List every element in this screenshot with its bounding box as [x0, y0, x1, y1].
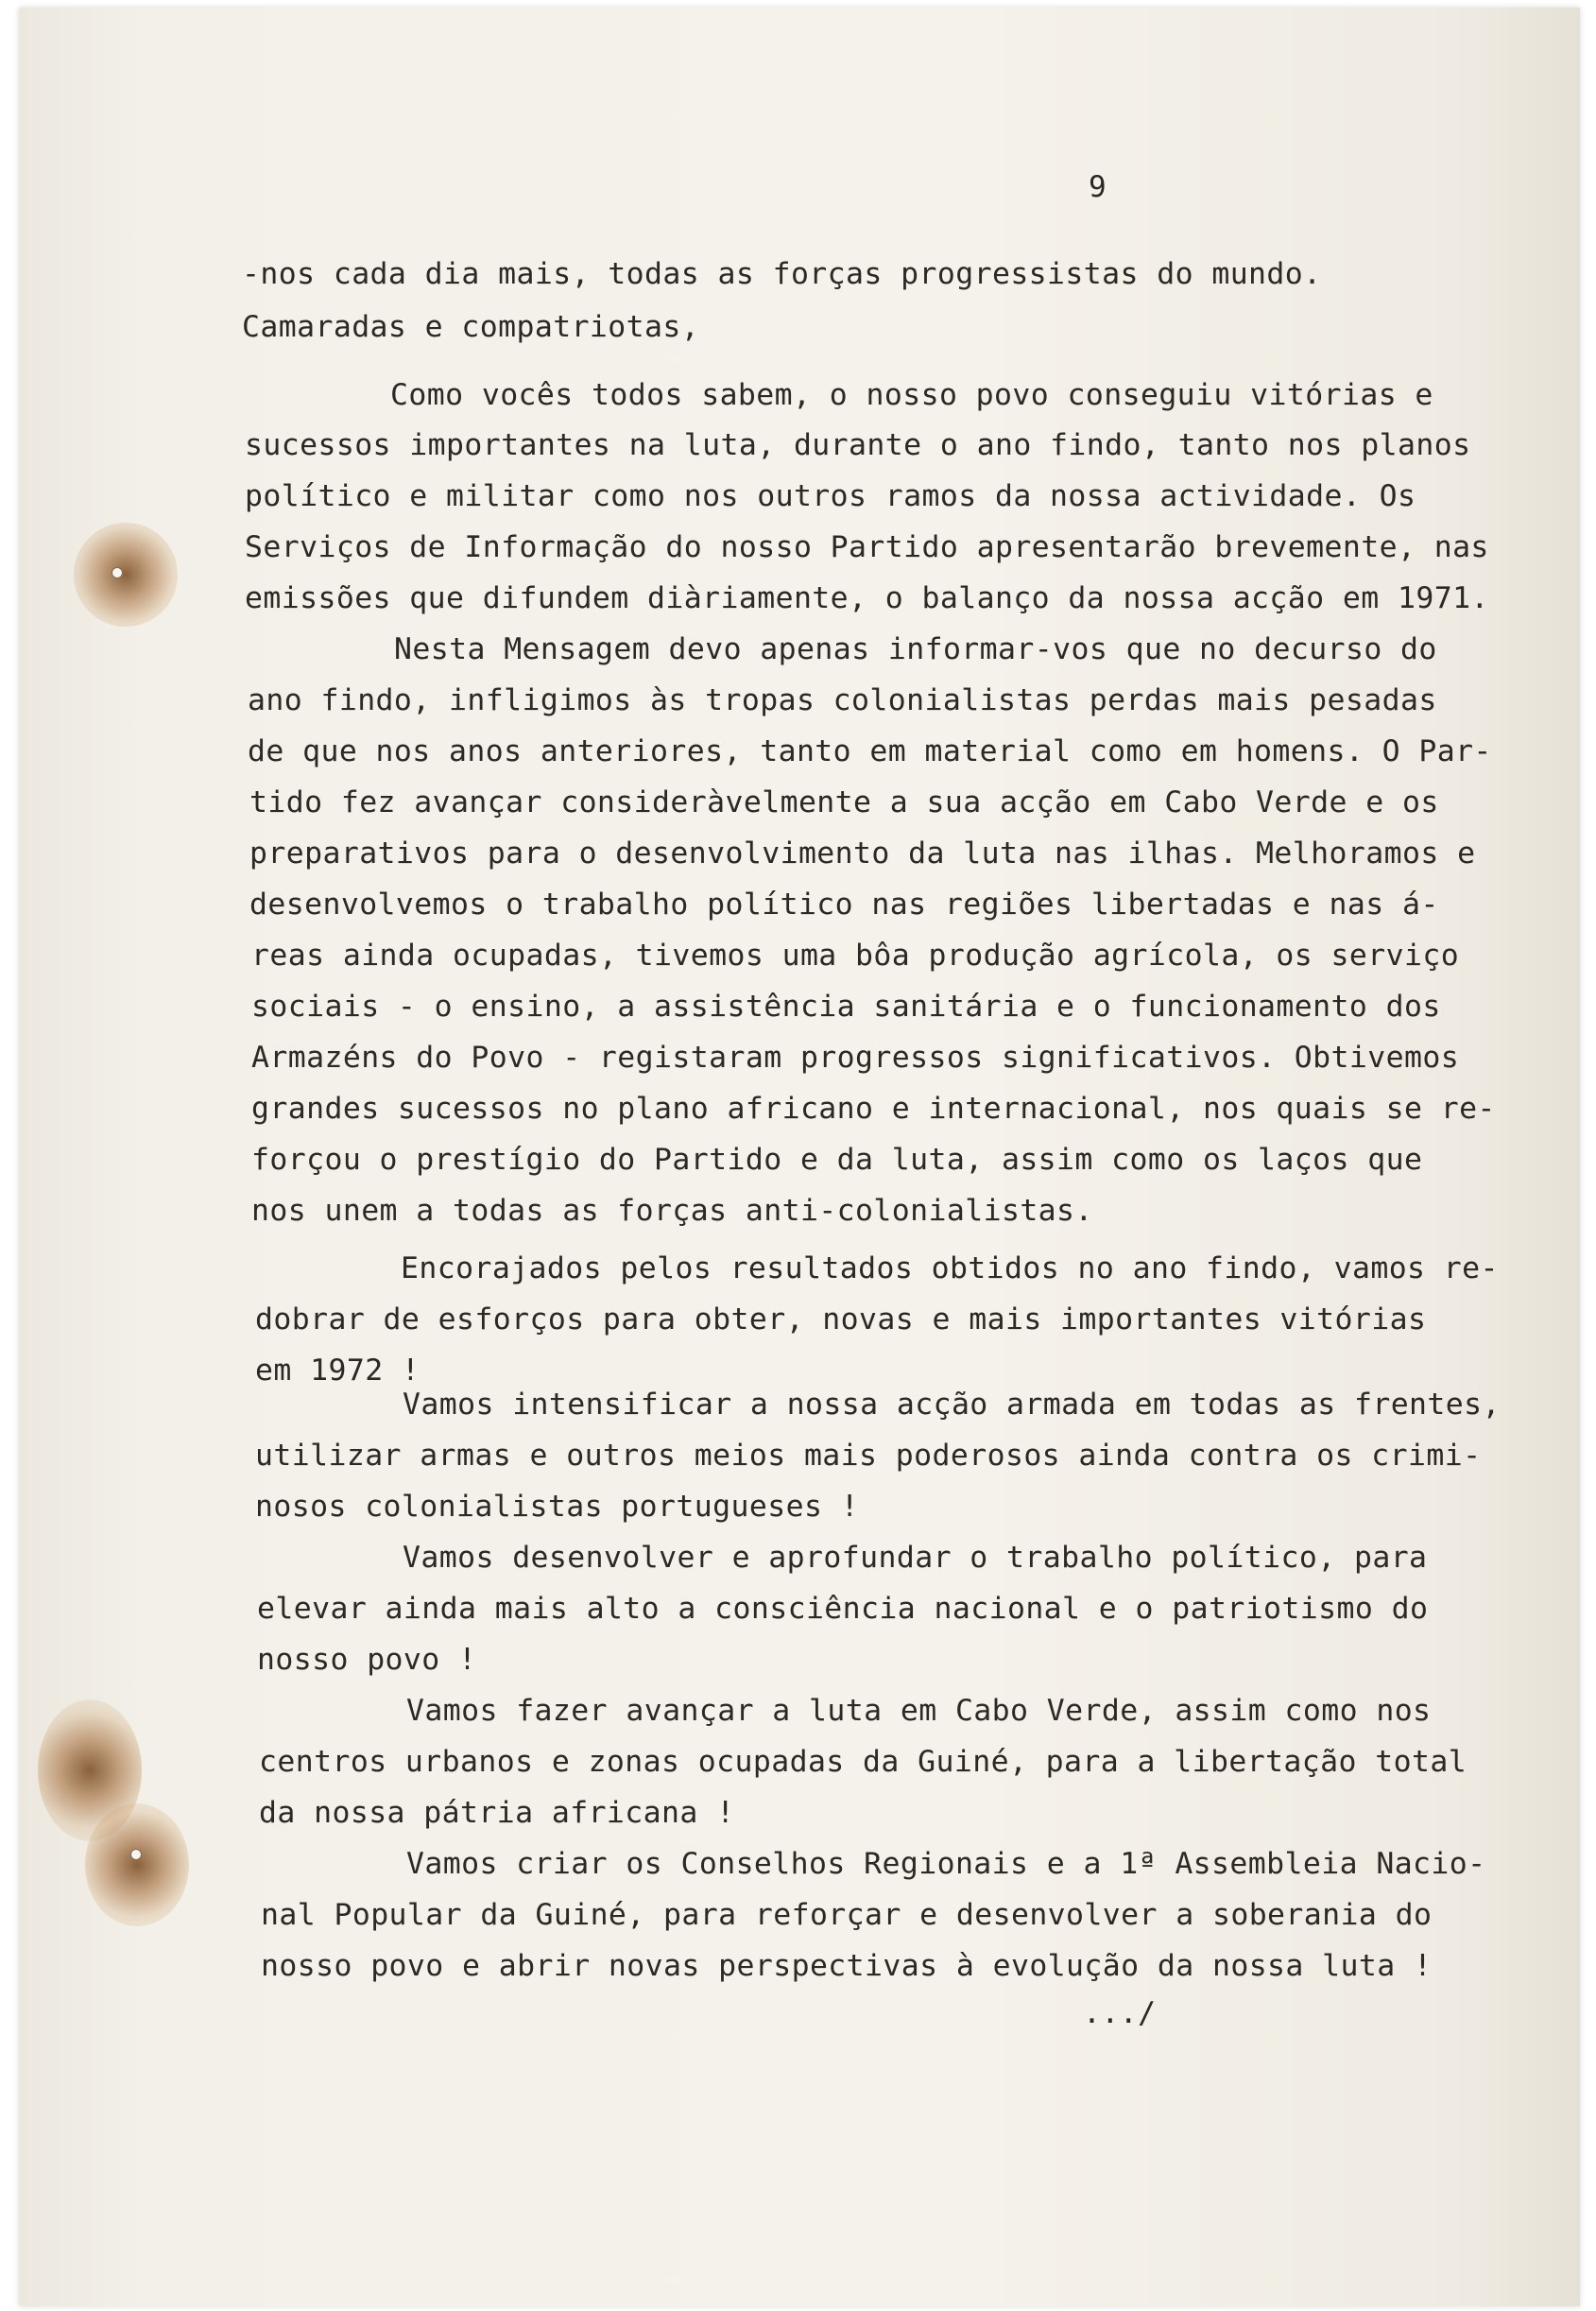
page-number: 9 — [1089, 170, 1107, 204]
punch-hole-stain — [85, 1803, 189, 1926]
text-line: emissões que difundem diàriamente, o balanço da nossa acção em 1971. — [245, 581, 1489, 615]
text-line: Armazéns do Povo - registaram progressos significativos. Obtivemos — [251, 1041, 1460, 1075]
text-line: sucessos importantes na luta, durante o ano findo, tanto nos planos — [245, 428, 1471, 462]
text-line: sociais - o ensino, a assistência sanitária e o funcionamento dos — [251, 990, 1441, 1024]
text-line: nosso povo ! — [257, 1643, 477, 1677]
text-line: nosos colonialistas portugueses ! — [255, 1490, 860, 1524]
text-line: da nossa pátria africana ! — [259, 1796, 735, 1830]
text-line: nos unem a todas as forças anti-colonialistas. — [251, 1194, 1093, 1228]
text-line: nal Popular da Guiné, para reforçar e desenvolver a soberania do — [261, 1898, 1433, 1932]
text-line: Vamos desenvolver e aprofundar o trabalho político, para — [403, 1541, 1428, 1575]
text-line: elevar ainda mais alto a consciência nacional e o patriotismo do — [257, 1592, 1429, 1626]
text-line: em 1972 ! — [255, 1354, 420, 1388]
punch-hole-stain — [74, 523, 178, 627]
text-line: preparativos para o desenvolvimento da luta nas ilhas. Melhoramos e — [249, 836, 1476, 871]
text-line: tido fez avançar consideràvelmente a sua acção em Cabo Verde e os — [249, 785, 1439, 819]
text-line: utilizar armas e outros meios mais poderosos ainda contra os crimi- — [255, 1439, 1482, 1473]
text-line: Como vocês todos sabem, o nosso povo conseguiu vitórias e — [390, 378, 1433, 412]
text-line: -nos cada dia mais, todas as forças progressistas do mundo. — [242, 257, 1322, 291]
punch-hole — [112, 567, 123, 578]
text-line: reas ainda ocupadas, tivemos uma bôa produção agrícola, os serviço — [251, 939, 1460, 973]
text-line: Nesta Mensagem devo apenas informar-vos que no decurso do — [394, 632, 1437, 666]
text-line: de que nos anos anteriores, tanto em material como em homens. O Par- — [248, 734, 1492, 768]
text-line: grandes sucessos no plano africano e internacional, nos quais se re- — [251, 1092, 1496, 1126]
text-line: Serviços de Informação do nosso Partido apresentarão brevemente, nas — [245, 530, 1489, 564]
text-line: Vamos intensificar a nossa acção armada em todas as frentes, — [403, 1388, 1501, 1422]
text-line: Vamos criar os Conselhos Regionais e a 1ª Assembleia Nacio- — [406, 1847, 1486, 1881]
text-line: Encorajados pelos resultados obtidos no ano findo, vamos re- — [401, 1251, 1499, 1285]
text-line: forçou o prestígio do Partido e da luta, assim como os laços que — [251, 1143, 1423, 1177]
text-line: nosso povo e abrir novas perspectivas à evolução da nossa luta ! — [261, 1949, 1433, 1983]
text-line: Camaradas e compatriotas, — [242, 310, 700, 344]
text-line: desenvolvemos o trabalho político nas regiões libertadas e nas á- — [249, 888, 1439, 922]
continuation-mark: .../ — [1083, 1996, 1157, 2030]
text-line: dobrar de esforços para obter, novas e mais importantes vitórias — [255, 1302, 1427, 1337]
text-line: ano findo, infligimos às tropas colonialistas perdas mais pesadas — [248, 683, 1437, 717]
text-line: Vamos fazer avançar a luta em Cabo Verde, assim como nos — [406, 1694, 1432, 1728]
text-line: centros urbanos e zonas ocupadas da Guiné, para a libertação total — [259, 1745, 1467, 1779]
punch-hole — [130, 1849, 142, 1860]
text-line: político e militar como nos outros ramos da nossa actividade. Os — [245, 479, 1416, 513]
